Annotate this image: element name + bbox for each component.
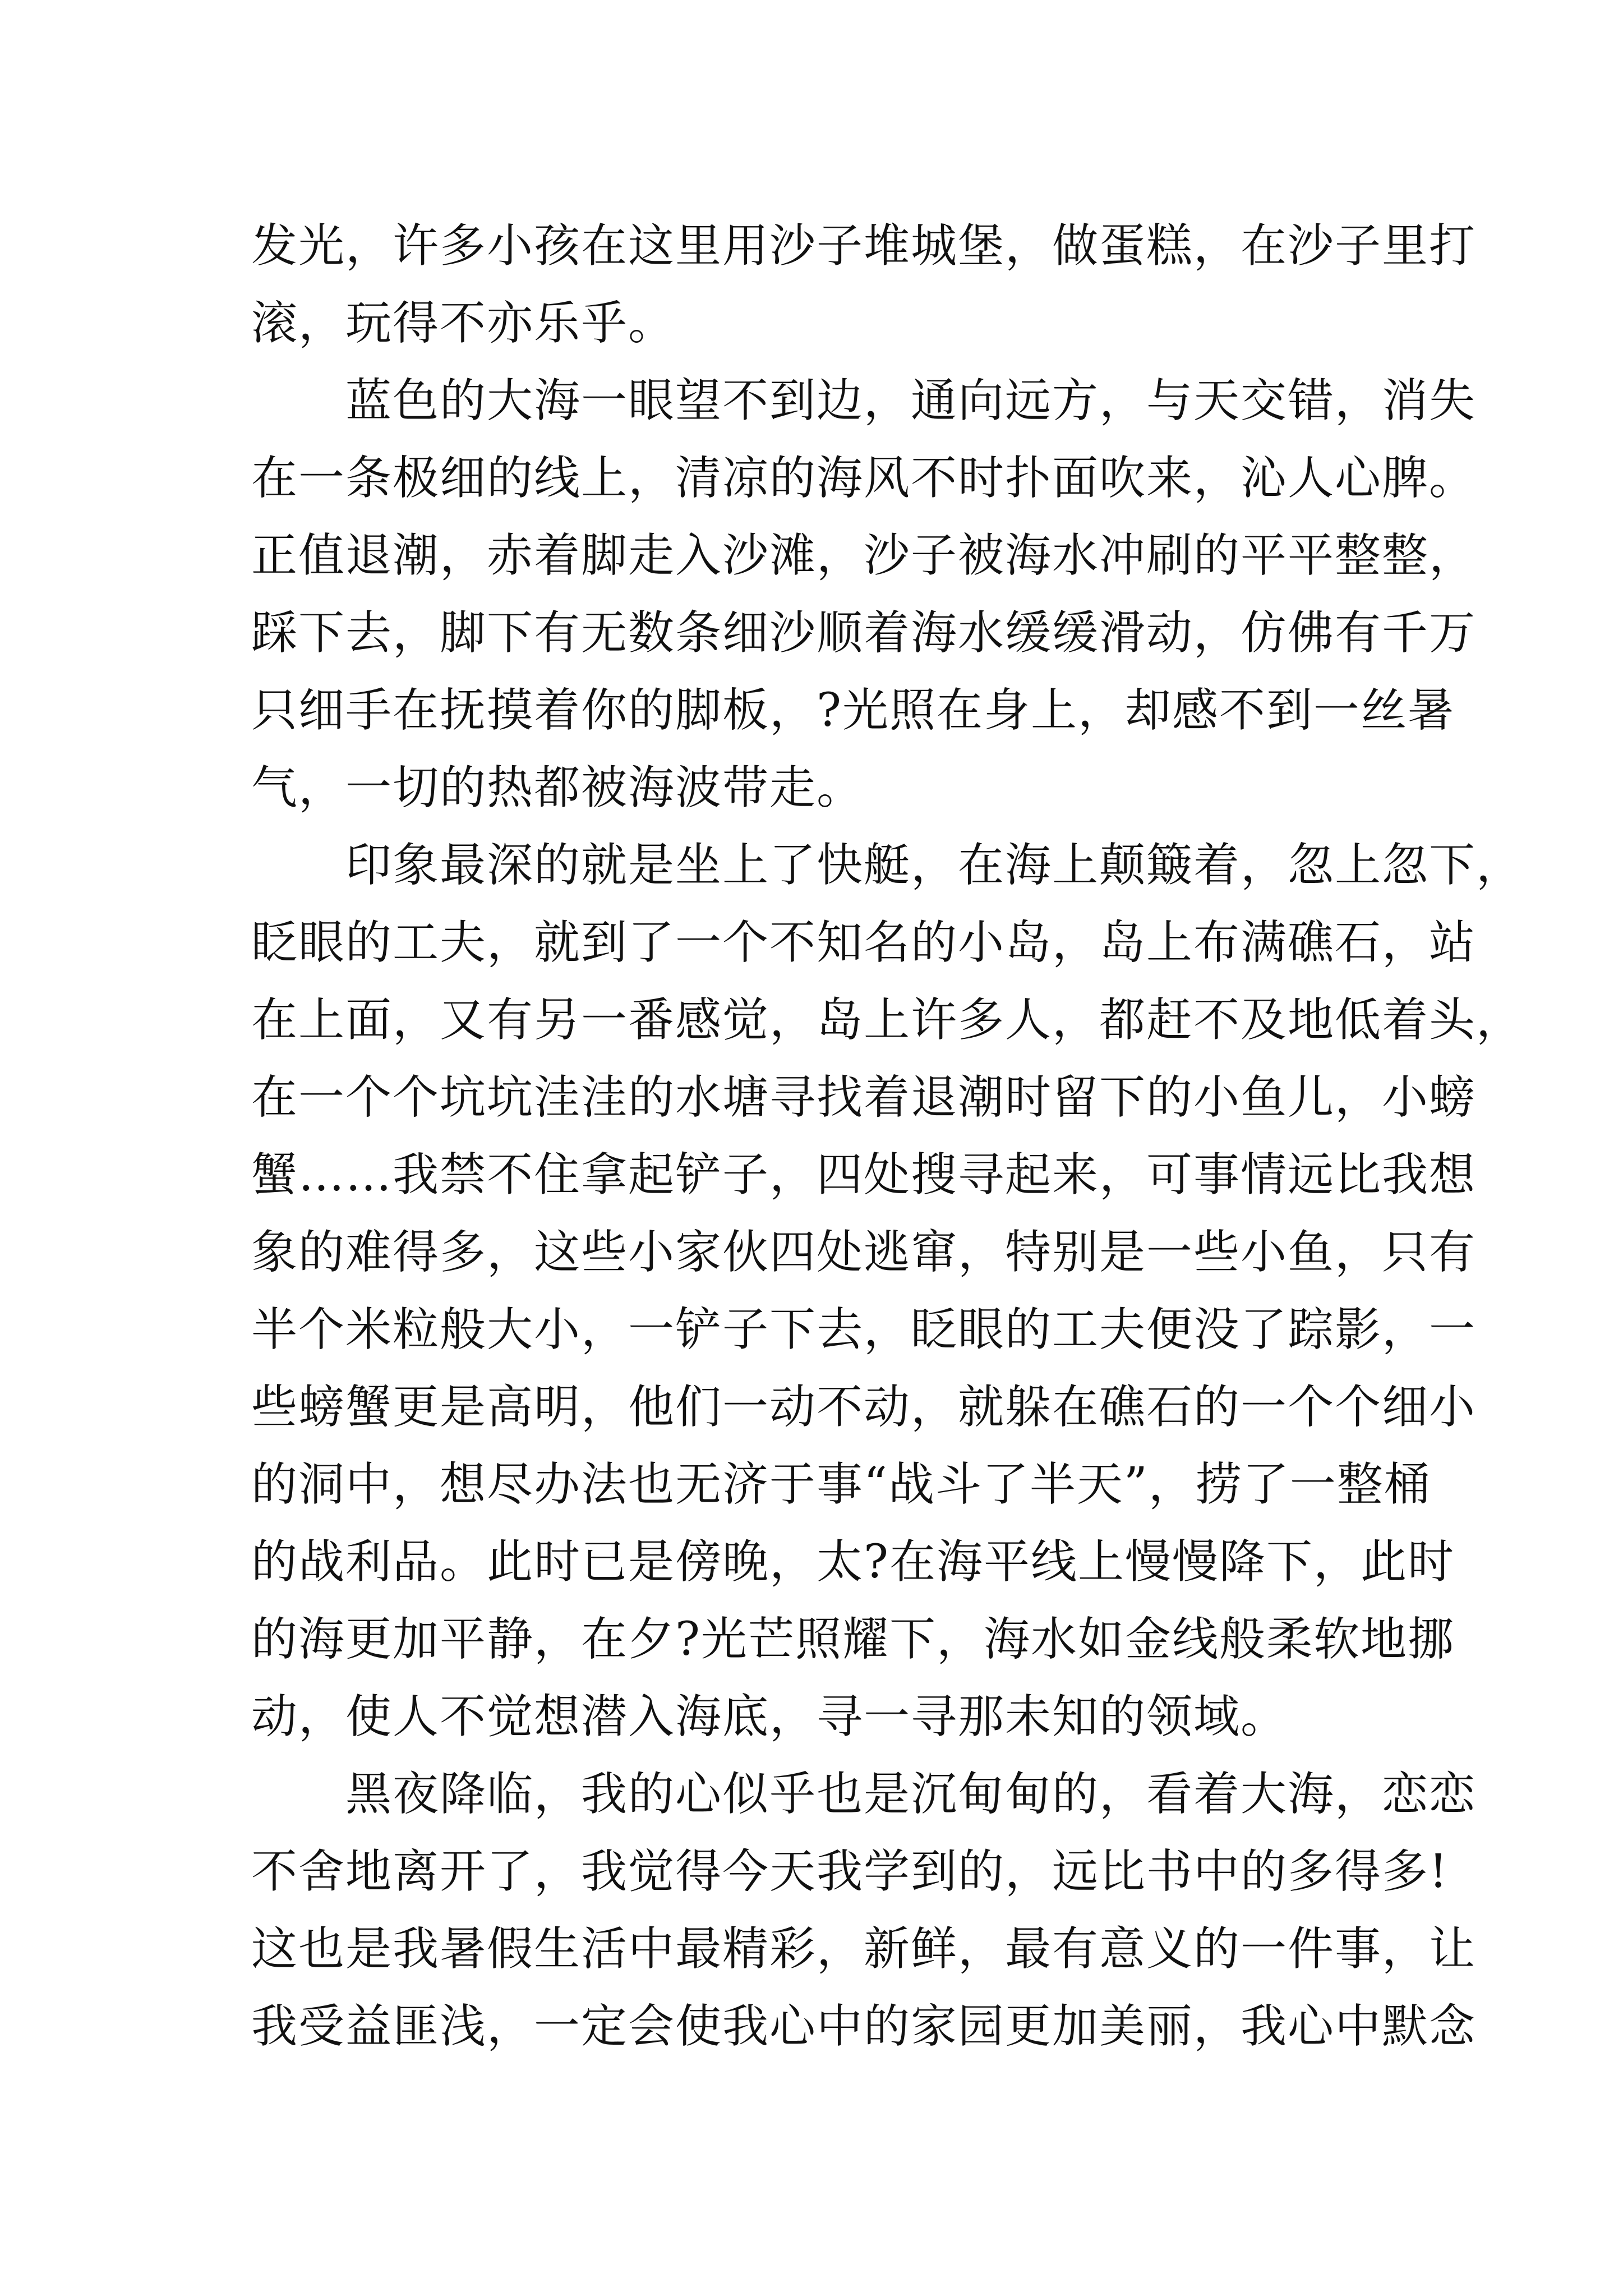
text-line: 蟹……我禁不住拿起铲子，四处搜寻起来，可事情远比我想 [251,1148,1477,1202]
text-line: 的战利品。此时已是傍晚，太?在海平线上慢慢降下，此时 [251,1535,1455,1589]
text-line: 这也是我暑假生活中最精彩，新鲜，最有意义的一件事，让 [251,1922,1477,1976]
text-line: 只细手在抚摸着你的脚板，?光照在身上，却感不到一丝暑 [251,684,1455,737]
text-line: 印象最深的就是坐上了快艇，在海上颠簸着，忽上忽下， [251,839,1524,892]
text-line: 在一条极细的线上，清凉的海风不时扑面吹来，沁人心脾。 [251,452,1477,505]
text-line: 气，一切的热都被海波带走。 [251,761,864,815]
text-line: 不舍地离开了，我觉得今天我学到的，远比书中的多得多! [251,1845,1449,1898]
text-line: 滚，玩得不亦乐乎。 [251,297,676,350]
text-line: 发光，许多小孩在这里用沙子堆城堡，做蛋糕，在沙子里打 [251,219,1477,273]
text-line: 些螃蟹更是高明，他们一动不动，就躲在礁石的一个个细小 [251,1381,1477,1434]
text-line: 象的难得多，这些小家伙四处逃窜，特别是一些小鱼，只有 [251,1226,1477,1279]
text-line: 踩下去，脚下有无数条细沙顺着海水缓缓滑动，仿佛有千万 [251,606,1477,660]
text-line: 我受益匪浅，一定会使我心中的家园更加美丽，我心中默念 [251,2000,1477,2053]
text-line: 的海更加平静，在夕?光芒照耀下，海水如金线般柔软地挪 [251,1613,1455,1666]
text-line: 在上面，又有另一番感觉，岛上许多人，都赶不及地低着头， [251,993,1524,1047]
text-line: 蓝色的大海一眼望不到边，通向远方，与天交错，消失 [251,374,1477,427]
text-line: 正值退潮，赤着脚走入沙滩，沙子被海水冲刷的平平整整， [251,529,1477,582]
text-line: 在一个个坑坑洼洼的水塘寻找着退潮时留下的小鱼儿，小螃 [251,1071,1477,1124]
text-line: 动，使人不觉想潜入海底，寻一寻那未知的领域。 [251,1690,1288,1743]
text-line: 黑夜降临，我的心似乎也是沉甸甸的，看着大海，恋恋 [251,1768,1477,1821]
text-line: 半个米粒般大小，一铲子下去，眨眼的工夫便没了踪影，一 [251,1303,1477,1356]
text-line: 的洞中，想尽办法也无济于事“战斗了半天”，捞了一整桶 [251,1458,1431,1511]
text-line: 眨眼的工夫，就到了一个不知名的小岛，岛上布满礁石，站 [251,916,1477,969]
essay-body [251,208,1524,2065]
